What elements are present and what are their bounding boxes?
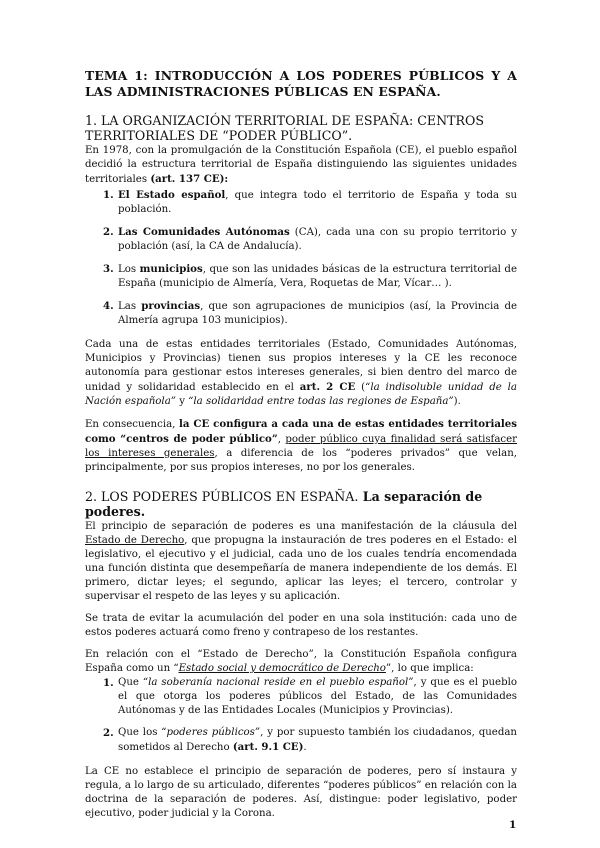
list-number: 1.	[103, 677, 114, 689]
section-2-paragraph-separation	[85, 520, 517, 604]
underlined-term: Estado de Derecho	[85, 535, 185, 546]
list-item-text: , y que es el pueblo el que otorga los poderes públicos del Estado, de las Comunidades Autónomas y de las Entidades Locales (Municipios y Provincias).	[118, 677, 518, 716]
paragraph-text: Cada una de estas entidades territoriales (Estado, Comunidades Autónomas, Municipios y Provincias) tienen sus propios intereses y la CE les reconoce autonomía para gestionar estos intereses generales, si bien dentro del marco de unidad y solidaridad establecido en el	[85, 339, 517, 393]
list-item-text: , que son las unidades básicas de la estructura territorial de España (municipio de Almería, Vera, Roquetas de Mar, Vícar… ).	[118, 264, 517, 289]
list-item-term: Las Comunidades Autónomas	[118, 226, 290, 238]
paragraph-text: El principio de separación de poderes es una manifestación de la cláusula del	[85, 521, 517, 532]
paragraph-text: y	[175, 396, 189, 407]
paragraph-text: ”, lo que implica:	[385, 663, 474, 674]
list-item-text: , que son agrupaciones de municipios (así, la Provincia de Almería agrupa 103 municipios).	[118, 301, 518, 326]
list-item-text: (CA), cada una con su propio territorio y población (así, la CA de Andalucía).	[118, 227, 517, 252]
list-item-quote: “la soberanía nacional reside en el pueblo español”	[142, 677, 414, 688]
paragraph-text: En consecuencia,	[85, 419, 179, 430]
list-number: 3.	[103, 263, 114, 275]
section-1-heading: 1. LA ORGANIZACIÓN TERRITORIAL DE ESPAÑA: CENTROS TERRITORIALES DE “PODER PÚBLICO”.	[85, 113, 484, 143]
section-2-heading-main: 2. LOS PODERES PÚBLICOS EN ESPAÑA.	[85, 489, 359, 504]
paragraph-text: (	[355, 382, 366, 393]
document-page	[85, 68, 517, 821]
section-2-paragraph-checks: Se trata de evitar la acumulación del poder en una sola institución: cada uno de estos poderes actuará como freno y contrapeso de los restantes.	[85, 613, 517, 638]
underlined-italic-term: Estado social y democrático de Derecho	[178, 663, 386, 674]
list-item	[85, 262, 517, 291]
intro-text: En 1978, con la promulgación de la Constitución Española (CE), el pueblo español decidió la estructura territorial de España distinguiendo las siguientes unidades territoriales	[85, 145, 517, 185]
list-item-prefix: Los	[118, 264, 140, 275]
list-item	[85, 188, 517, 217]
paragraph-text: , a diferencia de los “poderes privados” que velan, principalmente, por sus propios intereses, no por los generales.	[85, 448, 517, 473]
list-item-text: Que	[118, 677, 143, 688]
article-ref: (art. 9.1 CE)	[232, 741, 304, 753]
territorial-units-list	[85, 188, 517, 328]
paragraph-text: En relación con el “Estado de Derecho”, la Constitución Española configura España como un “	[85, 649, 517, 674]
underlined-statement: poder público cuya finalidad será satisfacer los intereses generales	[85, 434, 518, 459]
bold-statement: la CE configura a cada una de estas entidades territoriales como “centros de poder público”	[85, 418, 518, 445]
list-item	[85, 299, 517, 328]
section-1-intro	[85, 144, 517, 187]
intro-article-ref: (art. 137 CE):	[150, 173, 229, 185]
list-item	[85, 726, 517, 755]
list-item-text: , y por supuesto también los ciudadanos, quedan sometidos al Derecho	[118, 727, 517, 753]
list-item-term: El Estado español	[118, 189, 226, 201]
document-title: TEMA 1: INTRODUCCIÓN A LOS PODERES PÚBLICOS Y A LAS ADMINISTRACIONES PÚBLICAS EN ESPAÑA.	[85, 68, 517, 99]
implications-list	[85, 676, 517, 755]
list-item-quote: “poderes públicos”	[161, 727, 261, 738]
quote-unity: “la indisoluble unidad de la Nación española”	[85, 382, 517, 407]
list-item-text: .	[303, 742, 307, 753]
list-item	[85, 676, 517, 718]
section-2-paragraph-rule-of-law	[85, 648, 517, 676]
paragraph-text: ).	[453, 396, 461, 407]
list-item-term: municipios	[139, 263, 203, 275]
paragraph-text: ,	[277, 434, 286, 445]
paragraph-text: , que propugna la instauración de tres poderes en el Estado: el legislativo, el ejecutivo y el judicial, cada uno de los cuales tendría encomendada una función distinta que desempeñaría de manera independiente de los demás. El primero, dictar leyes; el segundo, aplicar las leyes; el tercero, controlar y supervisar el respeto de las leyes y su aplicación.	[85, 535, 517, 602]
section-1-paragraph-public-power	[85, 417, 517, 475]
article-ref: art. 2 CE	[299, 381, 356, 393]
list-number: 2.	[103, 727, 114, 739]
list-item-term: provincias	[141, 300, 201, 312]
list-number: 4.	[103, 300, 114, 312]
quote-solidarity: “la solidaridad entre todas las regiones de España”	[188, 396, 454, 407]
section-2-heading-sub: La separación de poderes.	[85, 489, 483, 519]
page-number: 1	[509, 819, 517, 831]
list-number: 2.	[103, 226, 114, 238]
section-2-heading	[85, 489, 517, 519]
section-2-paragraph-powers: La CE no establece el principio de separación de poderes, pero sí instaura y regula, a lo largo de su articulado, diferentes “poderes públicos” en relación con la doctrina de la separación de poderes. Así, distingue: poder legislativo, poder ejecutivo, poder judicial y la Corona.	[85, 766, 517, 819]
list-item	[85, 225, 517, 254]
list-item-text: Que los	[118, 727, 162, 738]
list-number: 1.	[103, 189, 114, 201]
list-item-prefix: Las	[118, 301, 142, 312]
section-1-paragraph-autonomy	[85, 338, 517, 409]
list-item-text: , que integra todo el territorio de España y toda su población.	[118, 190, 518, 215]
